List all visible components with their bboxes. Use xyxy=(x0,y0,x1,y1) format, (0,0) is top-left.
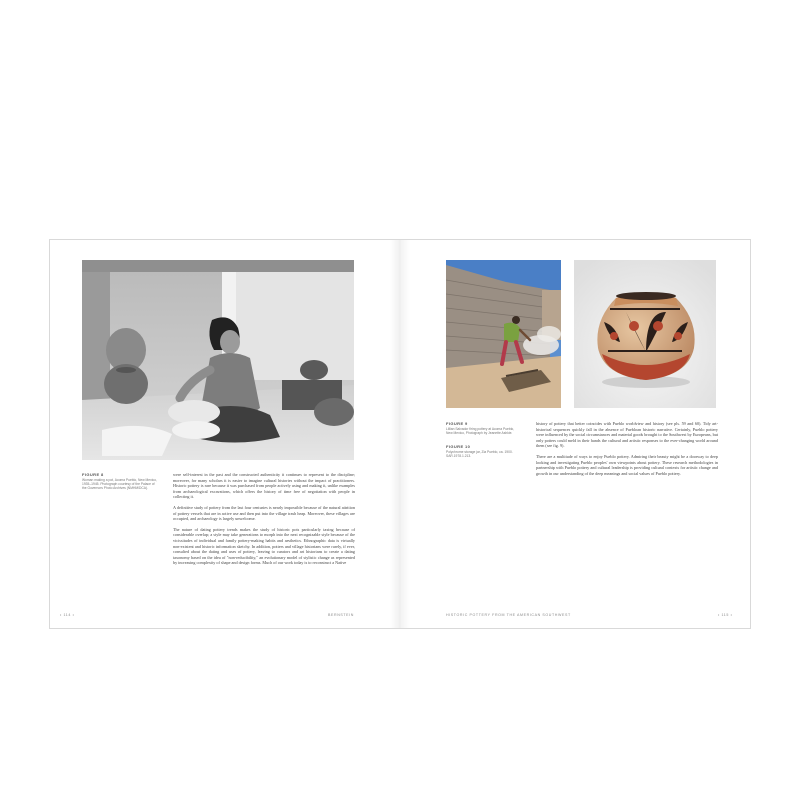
photo-pottery-firing xyxy=(446,260,561,408)
figure-10-label: FIGURE 10 xyxy=(446,444,471,449)
figure-9-caption-text: Lillian Salvador firing pottery at Acoma Pueblo, New Mexico, Photograph by Jeanette Ashkie. xyxy=(446,427,515,436)
photo-polychrome-jar xyxy=(574,260,716,408)
figure-10-caption xyxy=(446,444,516,458)
right-running-head: HISTORIC POTTERY FROM THE AMERICAN SOUTHWEST xyxy=(446,613,571,617)
right-paragraph-1: history of pottery that better coincides with Pueblo worldview and history (see pls. 59 and 60). Tidy art-historical sequences quickly fall in the absence of Puebloan historic narrative. Certainly, Pueblo pottery were influenced by the social circumstances and material goods brought to the Southwest by Europeans, but only potters could meld in their hands the cultural and artistic responses to the ever-changing world around them (see fig. 9). xyxy=(536,421,718,449)
book-spread xyxy=(50,240,750,628)
right-paragraph-2: There are a multitude of ways to enjoy Pueblo pottery. Admiring their beauty might be a doorway to deep looking and investigating Pueblo peoples' own viewpoints about pottery. These research methodologies in partnership with Pueblo pottery and cultural leadership is providing cultural contexts for artistic change and growth in our understanding of the deep meanings and social values of Pueblo pottery. xyxy=(536,453,718,476)
figure-8-caption xyxy=(82,472,160,491)
figure-8-label: FIGURE 8 xyxy=(82,472,104,477)
figure-9-caption xyxy=(446,421,516,435)
right-body-text xyxy=(536,421,718,481)
left-paragraph-2: A definitive study of pottery from the last four centuries is nearly impossible because of the natural attrition of pottery vessels that are in active use and then put into the village trash heap. Moreover, these villages are occupied, and archaeology is largely unwelcome. xyxy=(173,504,355,522)
photo-woman-making-pottery xyxy=(82,260,354,460)
right-folio-number: • 115 • xyxy=(718,613,733,617)
left-running-head: BERNSTEIN xyxy=(328,613,354,617)
left-paragraph-3: The nature of dating pottery trends makes the study of historic pots particularly taxing because of considerable overlap; a style may take generations to morph into the next recognizable style because of the vicissitudes of individual and family pottery-making habits and aesthetics. Ethnographic data is virtually non-existent and historic information sketchy. In addition, potters and village historians were rarely, if ever, consulted about the dating and uses of pottery, leaving to curators and art historians to create a dating taxonomy based on the idea of "non-reducibility," an evolutionary model of stylistic change as represented by increasing complexity of shape and design forms. Much of our work today is to reconstruct a Native xyxy=(173,526,355,566)
figure-10-caption-text: Polychrome storage jar, Zia Pueblo, ca. 1900. SAR.1978.1.213. xyxy=(446,450,513,459)
figure-9-label: FIGURE 9 xyxy=(446,421,468,426)
left-page xyxy=(50,240,401,628)
left-folio-number: • 114 • xyxy=(60,613,75,617)
left-body-text xyxy=(173,472,355,571)
left-paragraph-1: were self-interest in the past and the constructed authenticity it continues to represent to the discipline; moreover, for many scholars it is easier to imagine cultural histories without the impact of practitioners. Historic pottery is rare because it was purchased from people actively using and making it, unlike examples from archaeological excavations, which offers the history of time free of negotiation with people in collecting it. xyxy=(173,472,355,500)
right-page xyxy=(400,240,750,628)
figure-8-caption-text: Woman making a pot, Acoma Pueblo, New Mexico, 1935–1945. Photograph courtesy of the Palace of the Governors Photo Archives (NMHM/DCA). xyxy=(82,478,157,491)
